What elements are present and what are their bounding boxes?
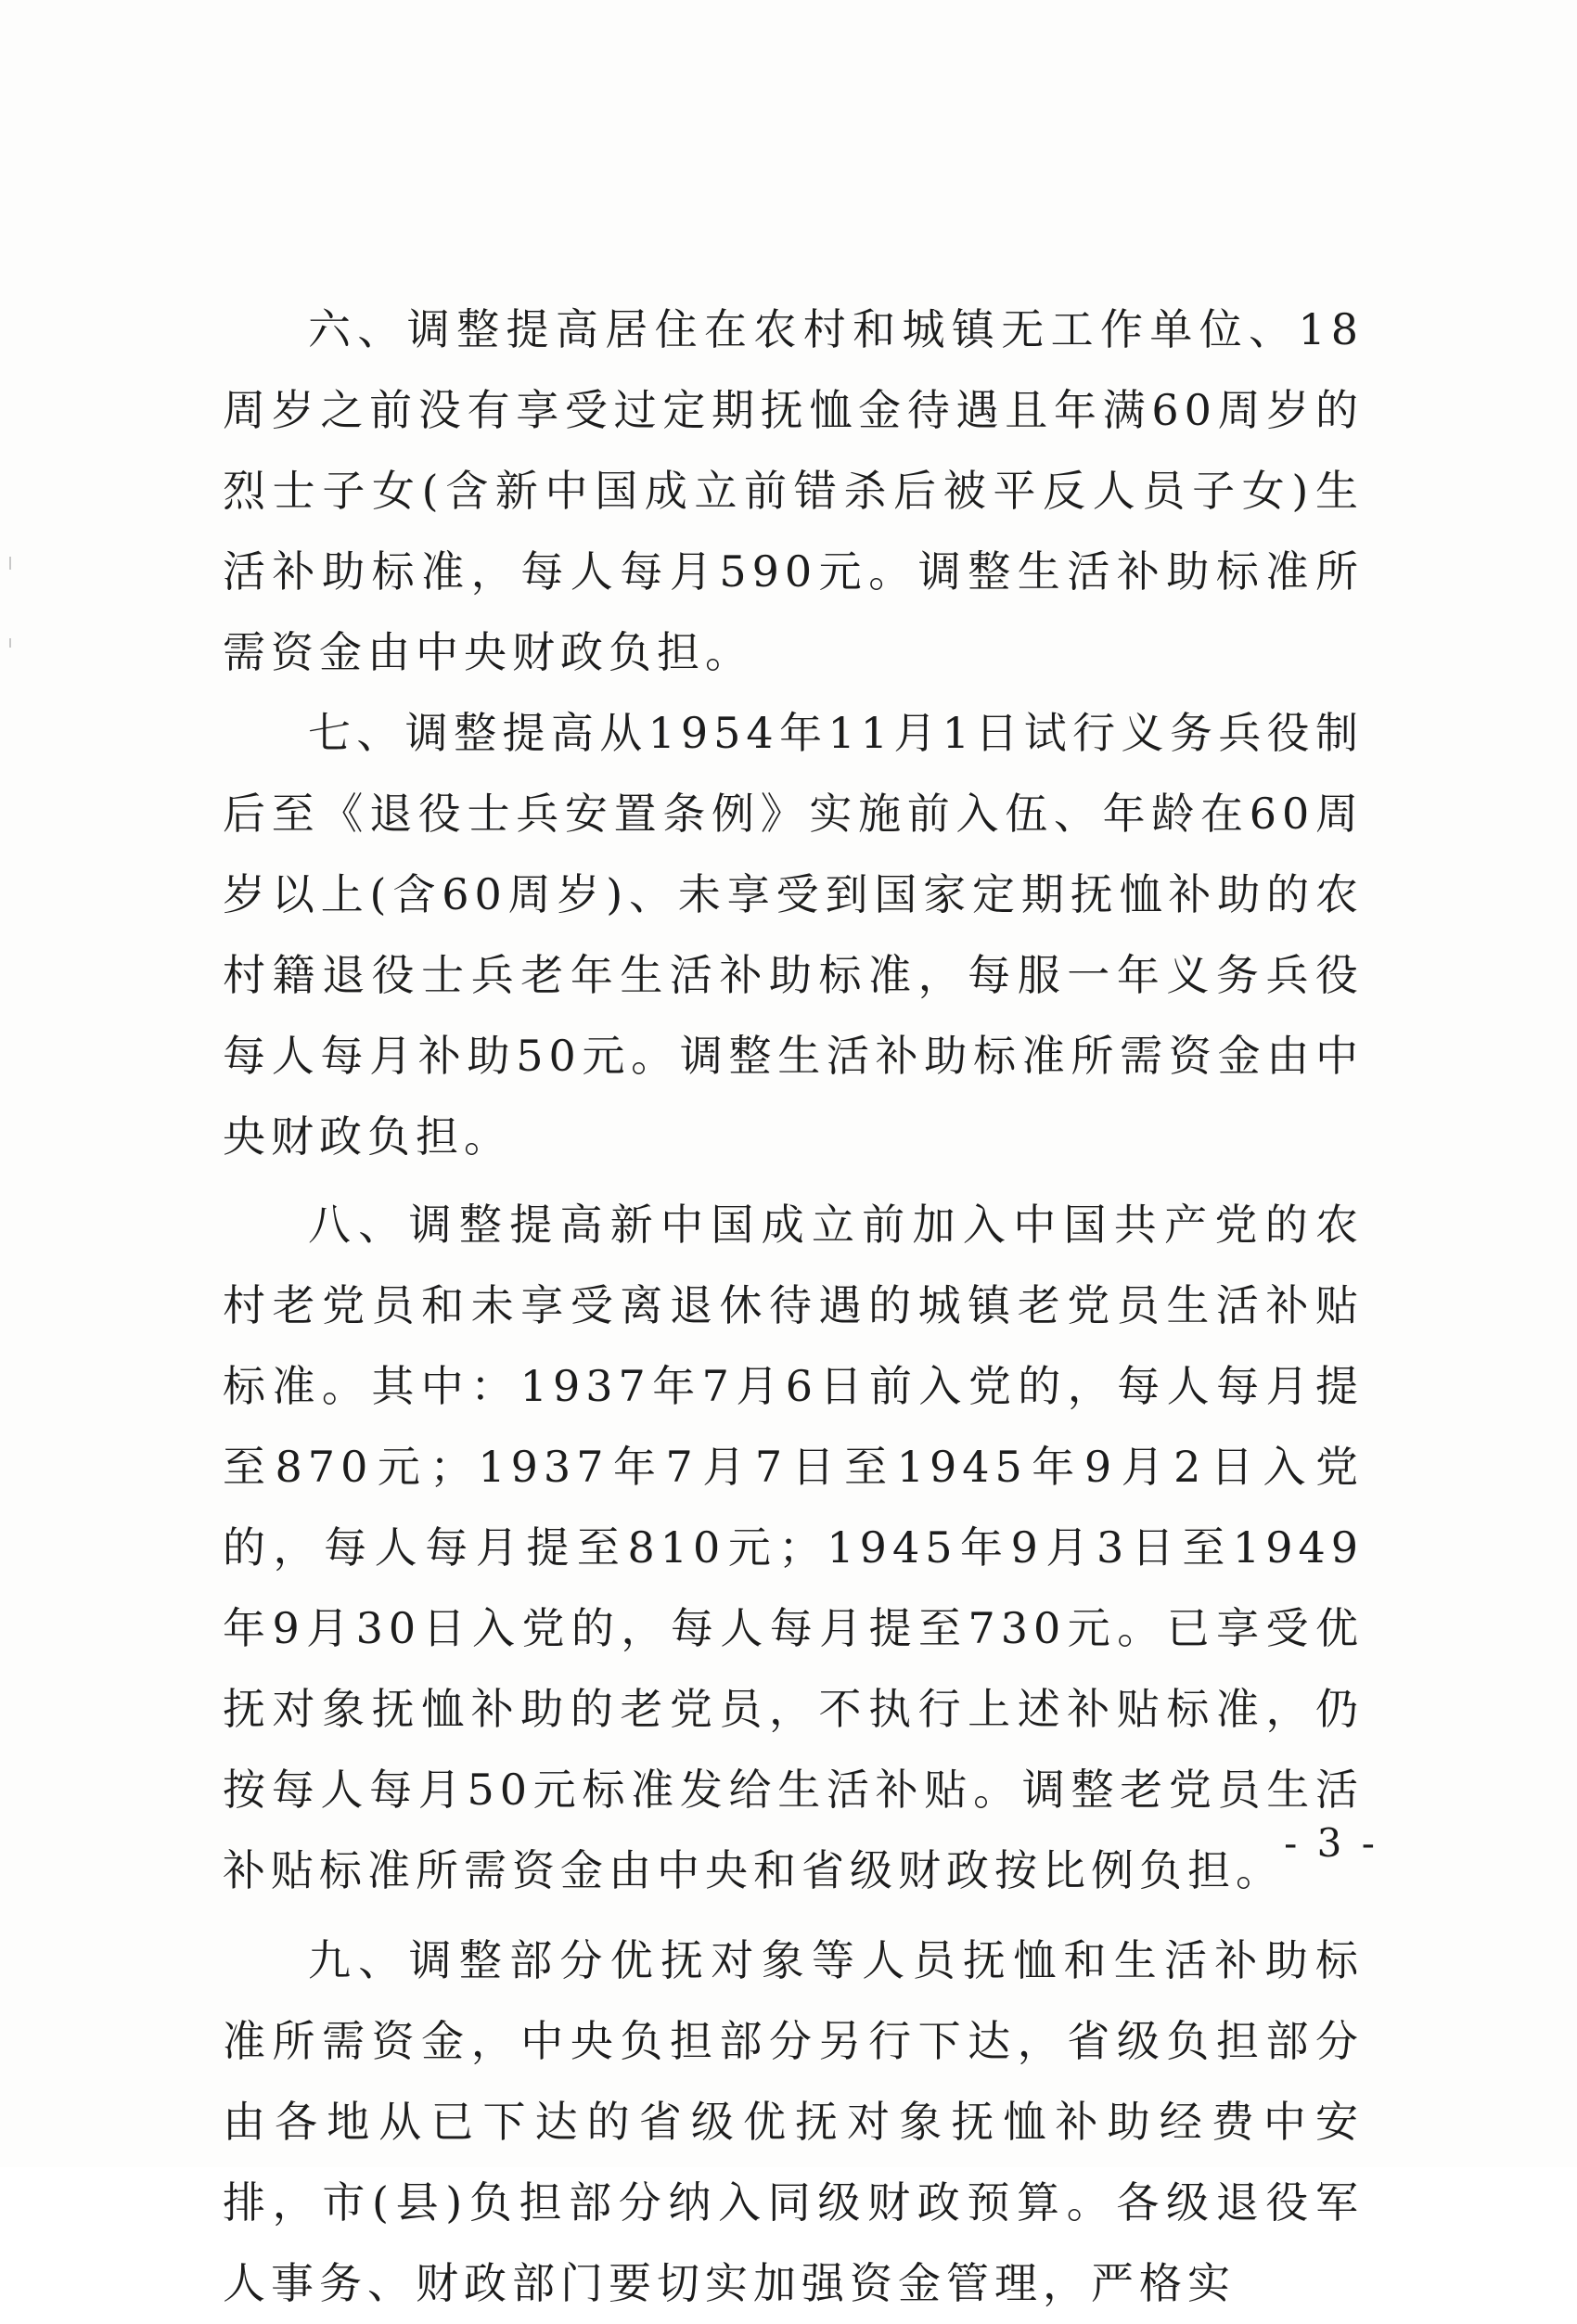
page-number: - 3 - — [1284, 1820, 1378, 1866]
body-text — [223, 289, 1364, 2324]
scan-edge-mark — [9, 638, 11, 648]
paragraph-six: 六、调整提高居住在农村和城镇无工作单位、18周岁之前没有享受过定期抚恤金待遇且年满60周岁的烈士子女(含新中国成立前错杀后被平反人员子女)生活补助标准，每人每月590元。调整生活补助标准所需资金由中央财政负担。 — [223, 304, 1364, 677]
paragraph-eight: 八、调整提高新中国成立前加入中国共产党的农村老党员和未享受离退休待遇的城镇老党员生活补贴标准。其中：1937年7月6日前入党的，每人每月提至870元；1937年7月7日至1945年9月2日入党的，每人每月提至810元；1945年9月3日至1949年9月30日入党的，每人每月提至730元。已享受优抚对象抚恤补助的老党员，不执行上述补贴标准，仍按每人每月50元标准发给生活补贴。调整老党员生活补贴标准所需资金由中央和省级财政按比例负担。 — [223, 1200, 1364, 1895]
paragraph-seven: 七、调整提高从1954年11月1日试行义务兵役制后至《退役士兵安置条例》实施前入伍、年龄在60周岁以上(含60周岁)、未享受到国家定期抚恤补助的农村籍退役士兵老年生活补助标准，每服一年义务兵役每人每月补助50元。调整生活补助标准所需资金由中央财政负担。 — [223, 708, 1364, 1162]
scan-edge-mark — [9, 557, 11, 570]
paragraph-nine: 九、调整部分优抚对象等人员抚恤和生活补助标准所需资金，中央负担部分另行下达，省级负担部分由各地从已下达的省级优抚对象抚恤补助经费中安排，市(县)负担部分纳入同级财政预算。各级退役军人事务、财政部门要切实加强资金管理，严格实 — [223, 1935, 1364, 2308]
